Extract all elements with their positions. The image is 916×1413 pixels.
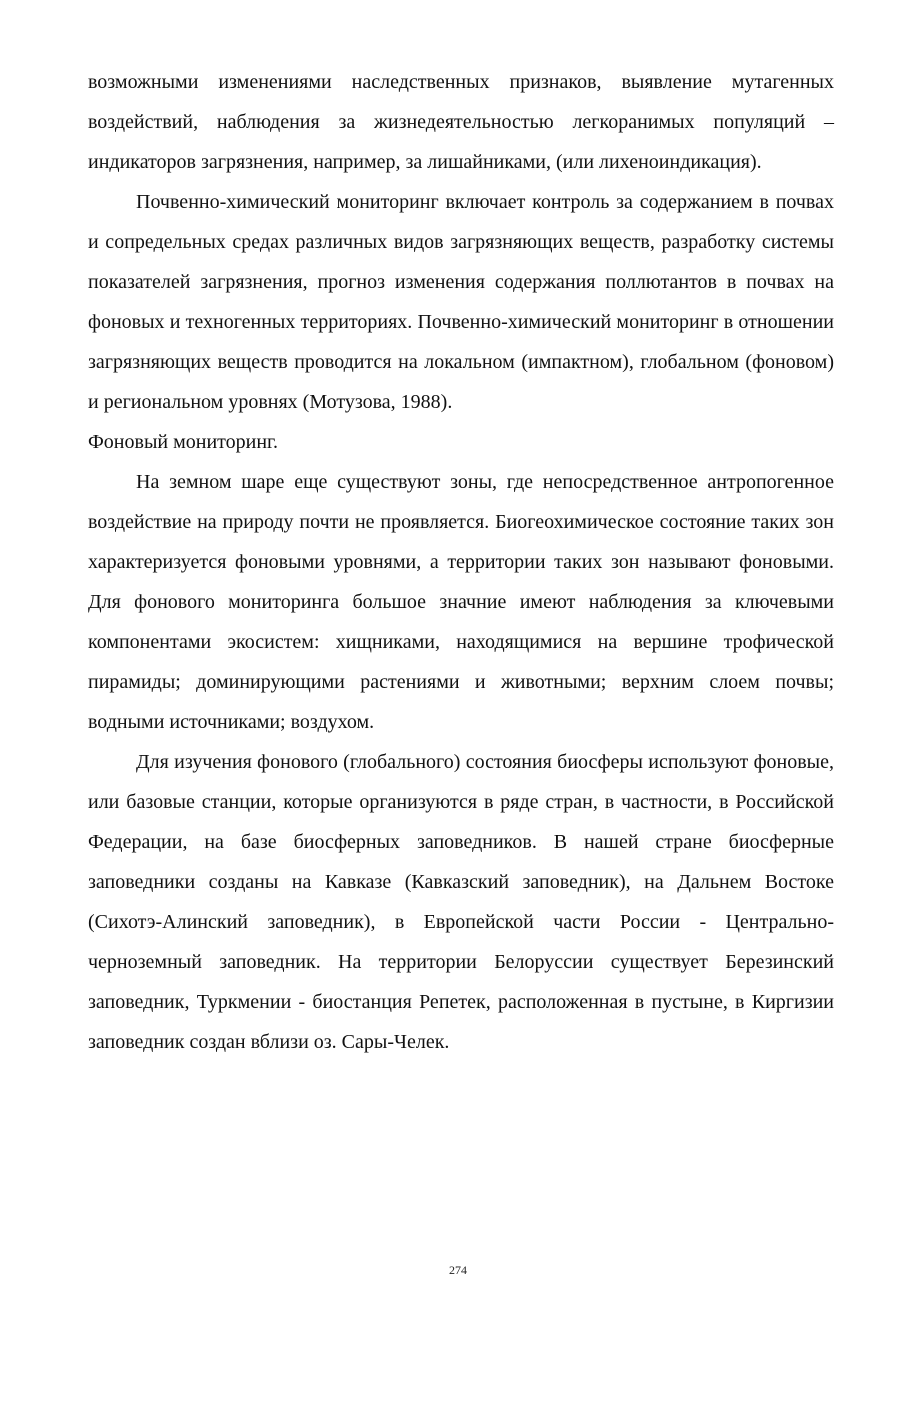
paragraph-soil-chemical-monitoring: Почвенно-химический мониторинг включает контроль за содержанием в почвах и сопредельных средах различных видов загрязняющих веществ, разработку системы показателей загрязнения, прогноз изменения содержания поллютантов в почвах на фоновых и техногенных территориях. Почвенно-химический мониторинг в отношении загрязняющих веществ проводится на локальном (импактном), глобальном (фоновом) и региональном уровнях (Мотузова, 1988). bbox=[88, 191, 834, 413]
section-heading-background-monitoring: Фоновый мониторинг. bbox=[88, 431, 278, 453]
paragraph-biosphere-stations: Для изучения фонового (глобального) состояния биосферы используют фоновые, или базовые станции, которые организуются в ряде стран, в частности, в Российской Федерации, на базе биосферных заповедников. В нашей стране биосферные заповедники созданы на Кавказе (Кавказский заповедник), на Дальнем Востоке (Сихотэ-Алинский заповедник), в Европейской части России - Центрально-черноземный заповедник. На территории Белоруссии существует Березинский заповедник, Туркмении - биостанция Репетек, расположенная в пустыне, в Киргизии заповедник создан вблизи оз. Сары-Челек. bbox=[88, 751, 834, 1053]
page-number: 274 bbox=[449, 1263, 467, 1277]
page-body bbox=[88, 62, 834, 1062]
paragraph-continuation: возможными изменениями наследственных признаков, выявление мутагенных воздействий, наблюдения за жизнедеятельностью легкоранимых популяций – индикаторов загрязнения, например, за лишайниками, (или лихеноиндикация). bbox=[88, 71, 834, 173]
paragraph-background-zones: На земном шаре еще существуют зоны, где непосредственное антропогенное воздействие на природу почти не проявляется. Биогеохимическое состояние таких зон характеризуется фоновыми уровнями, а территории таких зон называют фоновыми. Для фонового мониторинга большое значние имеют наблюдения за ключевыми компонентами экосистем: хищниками, находящимися на вершине трофической пирамиды; доминирующими растениями и животными; верхним слоем почвы; водными источниками; воздухом. bbox=[88, 471, 834, 733]
